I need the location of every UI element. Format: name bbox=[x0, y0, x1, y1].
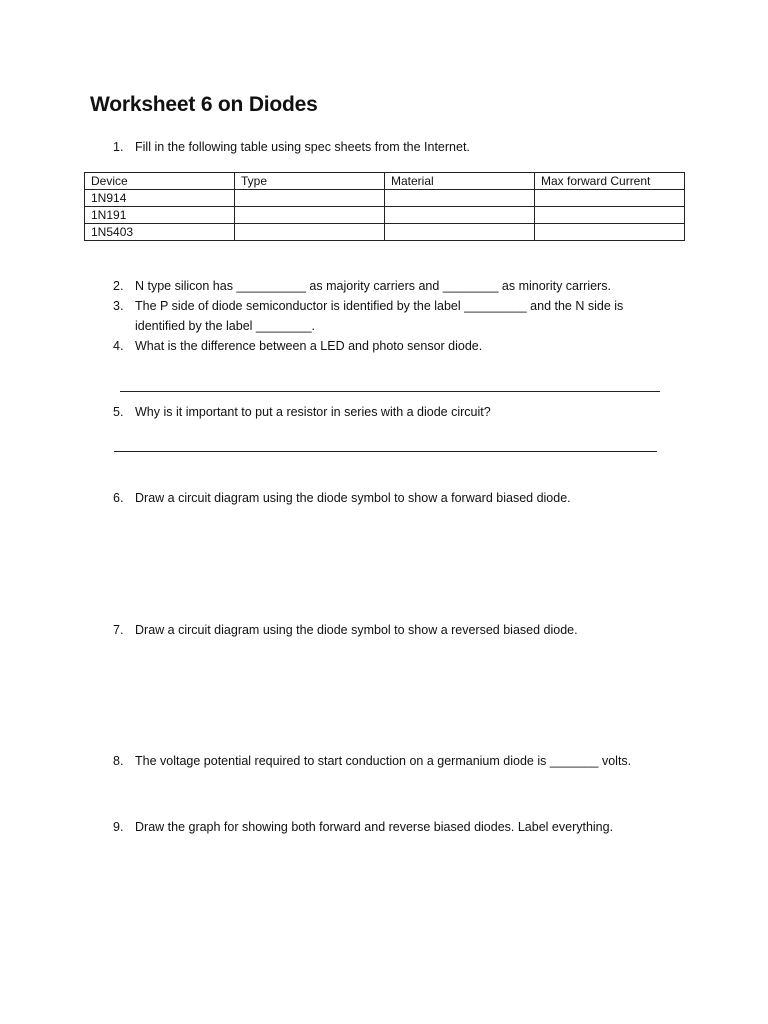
question-text: Draw a circuit diagram using the diode symbol to show a reversed biased diode. bbox=[135, 623, 578, 637]
question-number: 8. bbox=[113, 754, 124, 768]
page-title: Worksheet 6 on Diodes bbox=[90, 93, 318, 116]
table-cell[interactable] bbox=[535, 190, 685, 207]
spec-table bbox=[84, 172, 685, 241]
question-number: 6. bbox=[113, 491, 124, 505]
table-cell[interactable] bbox=[385, 207, 535, 224]
question-number: 7. bbox=[113, 623, 124, 637]
answer-line[interactable] bbox=[120, 391, 660, 392]
question-text: Fill in the following table using spec sheets from the Internet. bbox=[135, 140, 470, 154]
table-cell[interactable] bbox=[235, 190, 385, 207]
table-cell: 1N914 bbox=[85, 190, 235, 207]
question-1 bbox=[113, 137, 470, 157]
table-cell[interactable] bbox=[535, 207, 685, 224]
question-number: 5. bbox=[113, 405, 124, 419]
table-cell: 1N5403 bbox=[85, 224, 235, 241]
question-8 bbox=[113, 751, 631, 771]
question-4 bbox=[113, 336, 482, 356]
question-text: Draw a circuit diagram using the diode symbol to show a forward biased diode. bbox=[135, 491, 571, 505]
question-text: Why is it important to put a resistor in series with a diode circuit? bbox=[135, 405, 491, 419]
question-number: 2. bbox=[113, 279, 124, 293]
question-number: 3. bbox=[113, 299, 124, 313]
question-5 bbox=[113, 402, 491, 422]
table-cell[interactable] bbox=[235, 224, 385, 241]
question-3-continuation: identified by the label ________. bbox=[135, 319, 316, 333]
table-row bbox=[85, 224, 685, 241]
question-2 bbox=[113, 276, 611, 296]
question-number: 4. bbox=[113, 339, 124, 353]
question-text: Draw the graph for showing both forward and reverse biased diodes. Label everything. bbox=[135, 820, 614, 834]
table-header-row bbox=[85, 173, 685, 190]
question-text: What is the difference between a LED and photo sensor diode. bbox=[135, 339, 483, 353]
table-cell[interactable] bbox=[385, 224, 535, 241]
answer-line[interactable] bbox=[114, 451, 657, 452]
question-7 bbox=[113, 620, 578, 640]
table-header-cell: Material bbox=[385, 173, 535, 190]
question-number: 1. bbox=[113, 140, 124, 154]
table-cell[interactable] bbox=[385, 190, 535, 207]
question-6 bbox=[113, 488, 571, 508]
question-text: The voltage potential required to start conduction on a germanium diode is _______ volts. bbox=[135, 754, 632, 768]
question-number: 9. bbox=[113, 820, 124, 834]
table-header-cell: Max forward Current bbox=[535, 173, 685, 190]
table-header-cell: Device bbox=[85, 173, 235, 190]
question-text: N type silicon has __________ as majority carriers and ________ as minority carriers. bbox=[135, 279, 611, 293]
question-3 bbox=[113, 296, 623, 316]
table-cell: 1N191 bbox=[85, 207, 235, 224]
table-cell[interactable] bbox=[535, 224, 685, 241]
table-cell[interactable] bbox=[235, 207, 385, 224]
question-9 bbox=[113, 817, 613, 837]
table-row bbox=[85, 190, 685, 207]
table-header-cell: Type bbox=[235, 173, 385, 190]
question-text: The P side of diode semiconductor is identified by the label _________ and the N side is bbox=[135, 299, 624, 313]
table-row bbox=[85, 207, 685, 224]
